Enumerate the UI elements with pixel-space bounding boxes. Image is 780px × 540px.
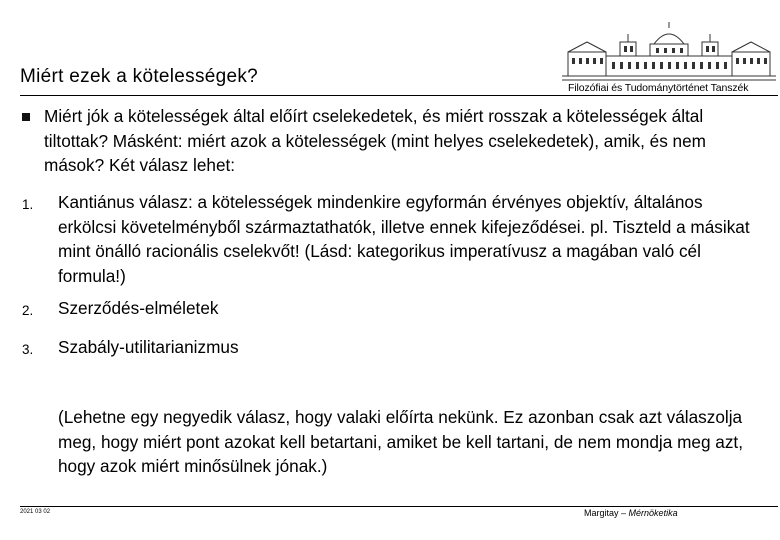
note-paragraph: (Lehetne egy negyedik válasz, hogy valaki előírta nekünk. Ez azonban csak azt válaszolja meg, hogy miért pont azokat kell betartani, amiket be kell tartani, de nem mondja meg azt, hogy azok miért minősülnek jónak.) [58, 407, 743, 476]
square-bullet-icon [22, 113, 30, 121]
list-item-1: Kantiánus válasz: a kötelességek mindenkire egyformán érvényes objektív, általános erkölcsi követelményből származtathatók, illetve ennek kifejeződései. pl. Tiszteld a másikat mint önálló racionális cselekvőt! (Lásd: kategorikus imperatívusz a magában való cél formula!) [58, 192, 750, 286]
logo-caption: Filozófiai és Tudománytörténet Tanszék [568, 82, 749, 94]
slide-title: Miért ezek a kötelességek? [20, 66, 259, 87]
title-divider [20, 95, 778, 96]
footer-credit [584, 508, 678, 518]
list-number-3: 3. [22, 342, 34, 357]
footer-course: Mérnöketika [628, 508, 678, 518]
list-item-3: Szabály-utilitarianizmus [58, 337, 239, 357]
footer-date: 2021 03 02 [20, 509, 51, 515]
footer-divider [20, 506, 778, 507]
list-number-2: 2. [22, 303, 34, 318]
list-item-2: Szerződés-elméletek [58, 298, 219, 318]
intro-paragraph: Miért jók a kötelességek által előírt cselekedetek, és miért rosszak a kötelességek által tiltottak? Másként: miért azok a kötelességek (mint helyes cselekedetek), amik, és nem mások? Két válasz lehet: [44, 106, 706, 175]
footer-author: Margitay – [584, 508, 627, 518]
list-number-1: 1. [22, 197, 34, 212]
